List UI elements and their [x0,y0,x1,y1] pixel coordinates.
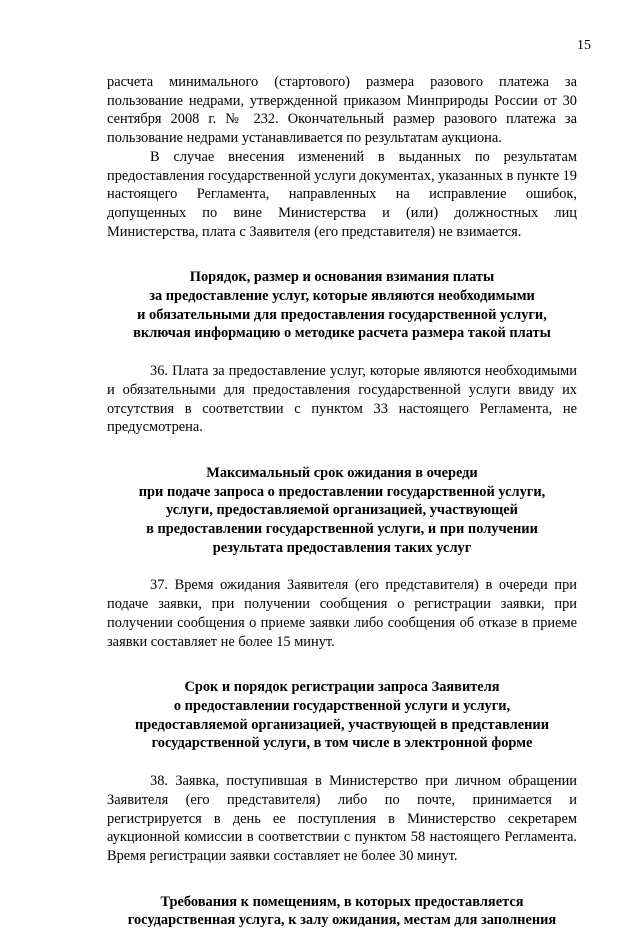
paragraph-37: 37. Время ожидания Заявителя (его представителя) в очереди при подаче заявки, при получении сообщения о регистрации заявки, при получении сообщения о приеме заявки либо сообщения об отказе в приеме заявки составляет не более 15 минут. [107,577,577,650]
heading-line: включая информацию о методике расчета размера такой платы [133,325,551,342]
paragraph-36: 36. Плата за предоставление услуг, которые являются необходимыми и обязательными для предоставления государственной услуги ввиду их отсутствия в соответствии с пунктом 33 настоящего Регламента, не предусмотрена. [107,363,577,436]
heading-line: государственной услуги, в том числе в электронной форме [151,735,533,752]
paragraph-38: 38. Заявка, поступившая в Министерство при личном обращении Заявителя (его представителя) либо по почте, принимается и регистрируется в день ее поступления в Министерство секретарем аукционной комиссии в соответствии с пунктом 58 настоящего Регламента. Время регистрации заявки составляет не более 30 минут. [107,773,577,864]
heading-line: Требования к помещениям, в которых предоставляется [160,893,524,910]
heading-line: результата предоставления таких услуг [212,539,472,556]
paragraph-2: В случае внесения изменений в выданных по результатам предоставления государственной услуги документах, указанных в пункте 19 настоящего Регламента, направленных на исправление ошибок, допущенных по вине Министерства и (или) должностных лиц Министерства, плата с Заявителя (его представителя) не взимается. [107,148,577,240]
heading-line: услуги, предоставляемой организацией, участвующей [166,502,518,519]
heading-line: Максимальный срок ожидания в очереди [206,464,478,481]
page-number: 15 [577,38,591,53]
heading-line: о предоставлении государственной услуги и услуги, [173,697,511,714]
heading-line: предоставляемой организацией, участвующей в представлении [134,716,549,733]
section-heading-fees [107,268,577,343]
heading-line: и обязательными для предоставления государственной услуги, [137,306,547,323]
section-heading-queue-time [107,464,577,558]
heading-line: государственная услуга, к залу ожидания, местам для заполнения [127,912,557,929]
heading-line: в предоставлении государственной услуги, и при получении [146,521,538,538]
paragraph-1: расчета минимального (стартового) размера разового платежа за пользование недрами, утвержденной приказом Минприроды России от 30 сентября 2008 г. № 232. Окончательный размер разового платежа за пользование недрами устанавливается по результатам аукциона. [107,74,577,147]
heading-line: за предоставление услуг, которые являются необходимыми [149,288,535,305]
heading-line: Срок и порядок регистрации запроса Заявителя [184,679,500,696]
section-heading-premises [107,893,577,930]
heading-line: при подаче запроса о предоставлении государственной услуги, [138,483,546,500]
section-heading-registration [107,678,577,753]
heading-line: Порядок, размер и основания взимания платы [189,269,495,286]
document-body [107,73,577,930]
